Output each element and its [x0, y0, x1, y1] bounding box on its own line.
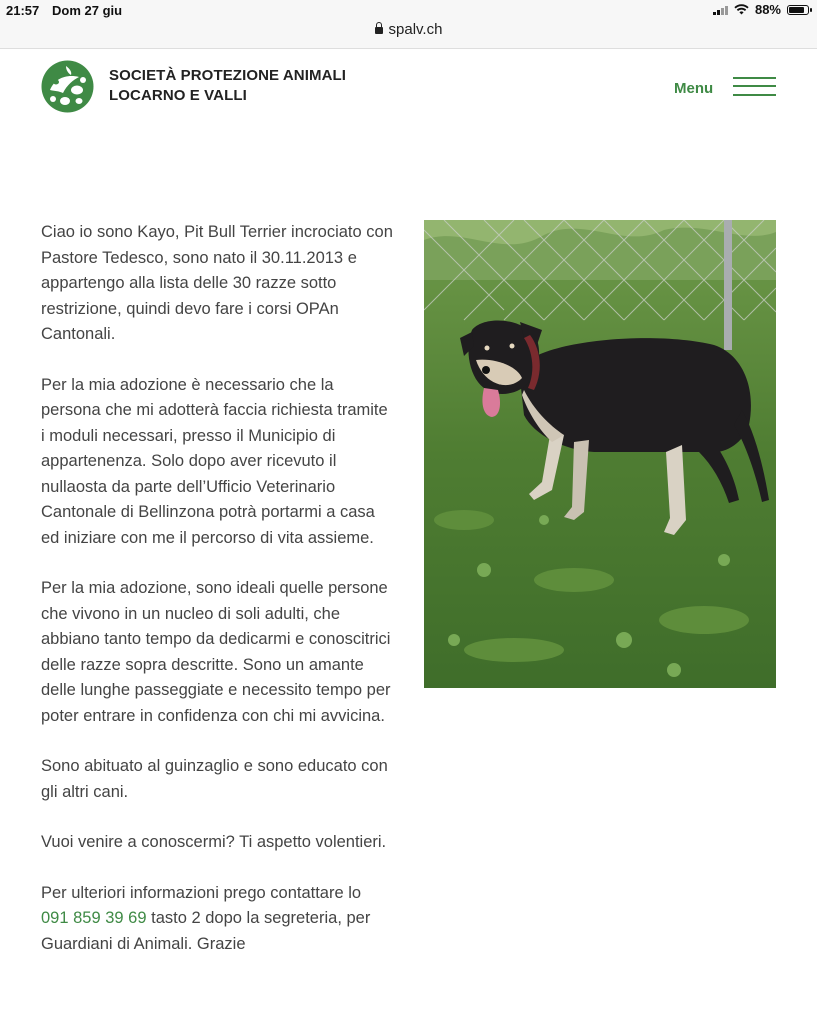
url-text: spalv.ch	[388, 21, 443, 38]
pet-description	[41, 220, 393, 982]
org-name[interactable]	[109, 66, 346, 106]
dog-photo	[424, 220, 776, 688]
paragraph-intro: Ciao io sono Kayo, Pit Bull Terrier incrociato con Pastore Tedesco, sono nato il 30.11.2013 e appartengo alla lista delle 30 razze sotto restrizione, quindi devo fare i corsi OPAn Cantonali.	[41, 223, 393, 343]
paragraph-ideal-owners: Per la mia adozione, sono ideali quelle persone che vivono in un nucleo di soli adulti, che abbiano tanto tempo da dedicarmi e conoscitrici delle razze sopra descritte. Sono un amante delle lunghe passeggiate e necessito tempo per poter entrare in confidenza con chi mi avvicina.	[41, 579, 391, 725]
url-bar[interactable]	[0, 21, 817, 38]
battery-icon	[787, 5, 809, 15]
paragraph-adoption-procedure: Per la mia adozione è necessario che la persona che mi adotterà faccia richiesta tramite i moduli necessari, presso il Municipio di appartenenza. Solo dopo aver ricevuto il nullaosta da parte dell’Ufficio Veterinario Cantonale di Bellinzona potrà portarmi a casa ed iniziare con me il percorso di vita assieme.	[41, 375, 388, 547]
org-name-line1: SOCIETÀ PROTEZIONE ANIMALI	[109, 67, 347, 84]
contact-text-after: tasto 2 dopo la segreteria, per Guardiani di Animali. Grazie	[41, 909, 371, 953]
lock-icon	[375, 27, 383, 34]
spa-logo-icon[interactable]	[41, 60, 94, 113]
contact-text-before: Per ulteriori informazioni prego contattare lo	[41, 883, 362, 902]
paragraph-behaviour: Sono abituato al guinzaglio e sono educato con gli altri cani.	[41, 757, 388, 801]
status-date: Dom 27 giu	[52, 3, 123, 18]
cellular-signal-icon	[713, 5, 728, 15]
wifi-icon	[734, 4, 749, 15]
org-name-line2: LOCARNO E VALLI	[109, 87, 247, 104]
paragraph-contact	[41, 881, 393, 958]
paragraph-invitation: Vuoi venire a conoscermi? Ti aspetto volentieri.	[41, 833, 387, 851]
status-indicators	[713, 2, 809, 17]
browser-chrome	[0, 0, 817, 49]
hamburger-icon[interactable]	[733, 77, 776, 97]
phone-link[interactable]: 091 859 39 69	[41, 909, 147, 927]
menu-button-label[interactable]: Menu	[674, 80, 714, 97]
battery-percent: 88%	[754, 2, 781, 17]
status-time: 21:57	[6, 3, 40, 18]
